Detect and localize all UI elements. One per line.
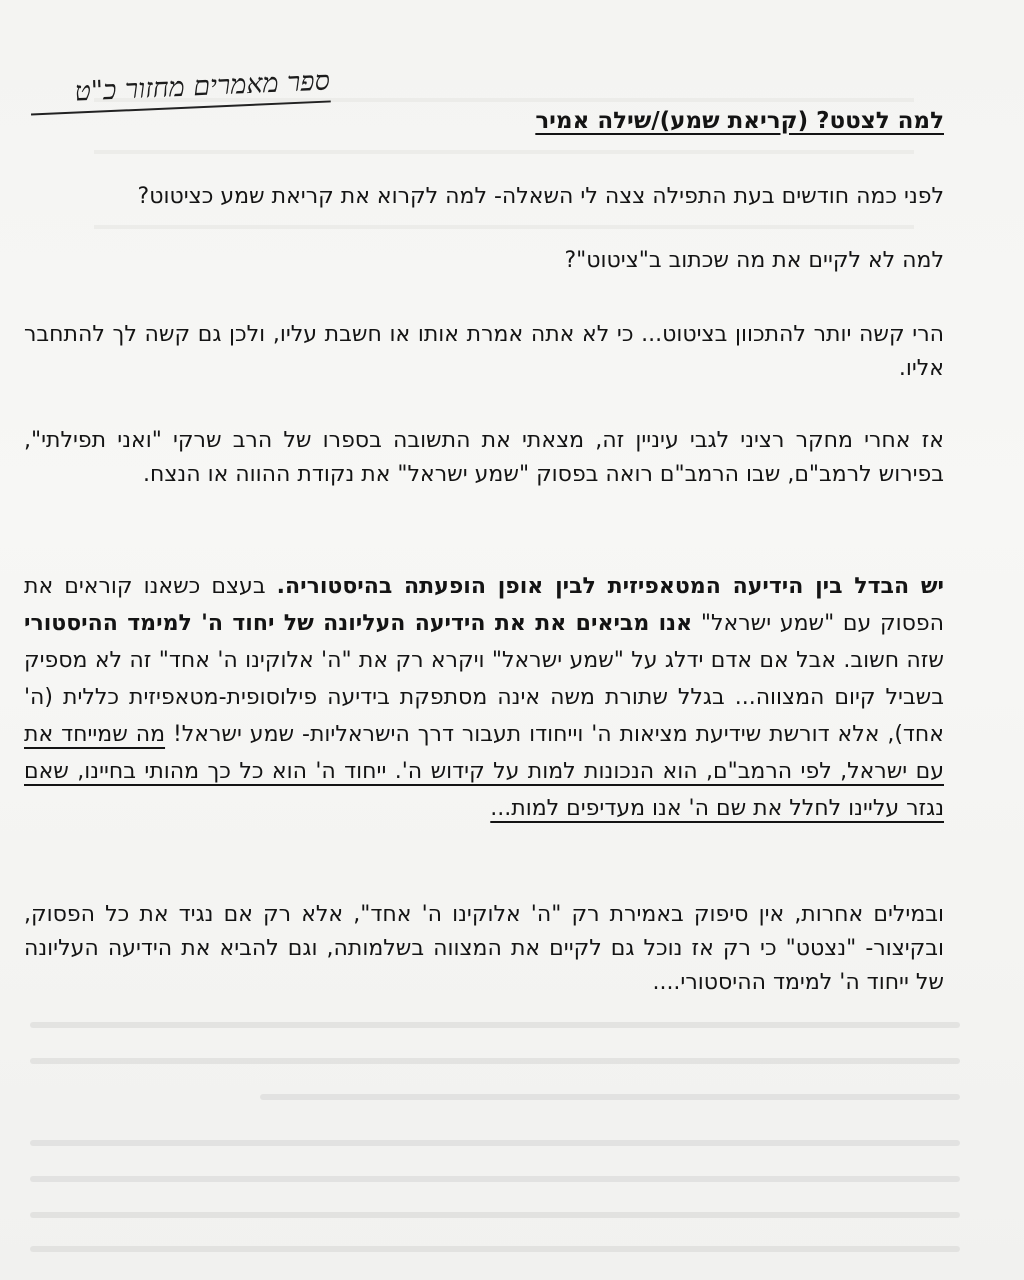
key-idea-bold: יש הבדל בין הידיעה המטאפיזית לבין אופן הופעתה בהיסטוריה. [276,574,944,599]
p5-text: בעצם כשאנו קוראים את הפסוק עם "שמע ישראל" [24,574,944,636]
bleed-through-line [30,1022,960,1028]
bleed-through-line [30,1058,960,1064]
paragraph-2: למה לא לקיים את מה שכתוב ב"ציטוט"? [564,248,944,273]
handwritten-note: ספר מאמרים מחזור כ"ט [29,65,330,109]
underlined-sentence: מה שמייחד את עם ישראל, לפי הרמב"ם, הוא הנכונות למות על קידוש ה'. ייחוד ה' הוא כל כך מהותי בחיינו, שאם נגזר עליינו לחלל את שם ה' אנו מעדיפים למות... [24,722,944,821]
paragraph-1: לפני כמה חודשים בעת התפילה צצה לי השאלה- למה לקרוא את קריאת שמע כציטוט? [137,184,944,209]
bleed-through-line [94,150,914,154]
paragraph-4: אז אחרי מחקר רציני לגבי עיניין זה, מצאתי את התשובה בספרו של הרב שרקי "ואני תפילתי", בפירוש לרמב"ם, שבו הרמב"ם רואה בפסוק "שמע ישראל" את נקודת ההווה או הנצח. [24,428,944,487]
bleed-through-line [260,1094,960,1100]
bleed-through-line [30,1212,960,1218]
bleed-through-line [30,1246,960,1252]
article-title: למה לצטט? (קריאת שמע)/שילה אמיר [535,108,944,134]
emphasis-bold: אנו מביאים את את הידיעה העליונה של יחוד ה' למימד ההיסטורי [24,611,693,636]
paragraph-5 [24,568,944,827]
p5-text: שזה חשוב. אבל אם אדם ידלג על "שמע ישראל" ויקרא רק את "ה' אלוקינו ה' אחד" זה לא מספיק בשביל קיום המצווה... בגלל שתורת משה אינה מסתפקת בידיעה פילוסופית-מטאפיזית כללית (ה' אחד), אלא דורשת שידיעת מציאות ה' וייחודו תעבור דרך הישראליות- שמע ישראל! [24,648,944,747]
bleed-through-line [94,225,914,229]
paragraph-3: הרי קשה יותר להתכוון בציטוט... כי לא אתה אמרת אותו או חשבת עליו, ולכן גם קשה לך להתחבר אליו. [24,322,944,381]
paragraph-6: ובמילים אחרות, אין סיפוק באמירת רק "ה' אלוקינו ה' אחד", אלא רק אם נגיד את כל הפסוק, ובקיצור- "נצטט" כי רק אז נוכל גם לקיים את המצווה בשלמותה, וגם להביא את הידיעה העליונה של ייחוד ה' למימד ההיסטורי.... [24,902,944,995]
bleed-through-line [30,1176,960,1182]
bleed-through-line [30,1140,960,1146]
